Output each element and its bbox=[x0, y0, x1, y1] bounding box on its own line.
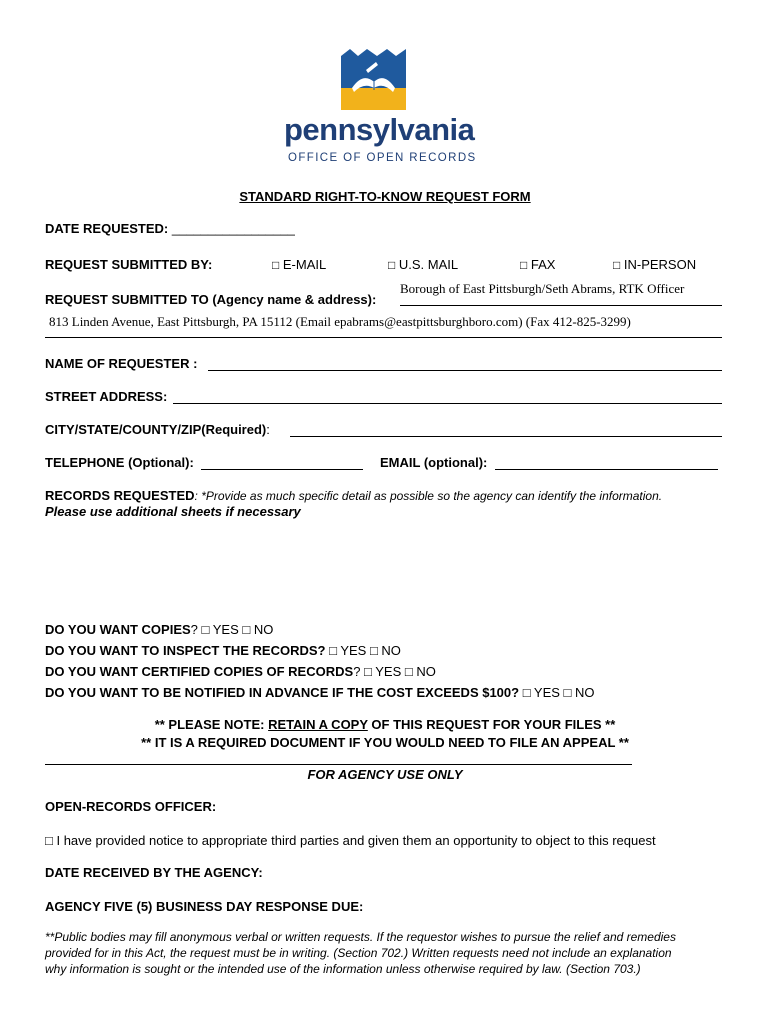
email-option-label: E-MAIL bbox=[282, 257, 327, 272]
note-line-2: ** IT IS A REQUIRED DOCUMENT IF YOU WOULD NEED TO FILE AN APPEAL ** bbox=[141, 735, 629, 750]
telephone-field[interactable] bbox=[201, 469, 363, 470]
question-copies-label: DO YOU WANT COPIES bbox=[45, 622, 191, 637]
agency-divider bbox=[45, 764, 632, 765]
response-due-label: AGENCY FIVE (5) BUSINESS DAY RESPONSE DUE: bbox=[45, 899, 364, 914]
city-row bbox=[45, 422, 270, 437]
note-underlined: RETAIN A COPY bbox=[268, 717, 368, 732]
us-mail-checkbox[interactable]: □ bbox=[388, 258, 396, 272]
agency-address-line bbox=[45, 337, 722, 338]
email-checkbox[interactable]: □ bbox=[272, 258, 280, 272]
records-text-area[interactable] bbox=[45, 522, 722, 614]
street-address-field[interactable] bbox=[173, 403, 722, 404]
records-requested-row bbox=[45, 488, 662, 503]
question-copies-options[interactable]: ? □ YES □ NO bbox=[190, 622, 274, 637]
note-prefix: ** PLEASE NOTE: bbox=[154, 717, 269, 732]
telephone-label: TELEPHONE (Optional): bbox=[45, 455, 194, 470]
date-received-label: DATE RECEIVED BY THE AGENCY: bbox=[45, 865, 263, 880]
question-notify-options[interactable]: □ YES □ NO bbox=[519, 685, 595, 700]
agency-name-value[interactable]: Borough of East Pittsburgh/Seth Abrams, RTK Officer bbox=[400, 281, 685, 296]
email-label: EMAIL (optional): bbox=[380, 455, 488, 470]
question-inspect[interactable] bbox=[45, 643, 401, 658]
note-suffix: OF THIS REQUEST FOR YOUR FILES ** bbox=[367, 717, 616, 732]
question-notify-label: DO YOU WANT TO BE NOTIFIED IN ADVANCE IF THE COST EXCEEDS $100? bbox=[45, 685, 520, 700]
records-extra-note: Please use additional sheets if necessary bbox=[45, 504, 301, 519]
requester-name-field[interactable] bbox=[208, 370, 722, 371]
agency-use-heading: FOR AGENCY USE ONLY bbox=[307, 767, 463, 782]
records-requested-hint: : *Provide as much specific detail as possible so the agency can identify the information. bbox=[194, 489, 663, 503]
question-inspect-options[interactable]: □ YES □ NO bbox=[325, 643, 401, 658]
us-mail-option-label: U.S. MAIL bbox=[398, 257, 459, 272]
form-title: STANDARD RIGHT-TO-KNOW REQUEST FORM bbox=[239, 189, 531, 204]
submitted-to-label: REQUEST SUBMITTED TO (Agency name & address): bbox=[45, 292, 377, 307]
footnote-line-1: **Public bodies may fill anonymous verbal or written requests. If the requestor wishes to pursue the relief and remedies bbox=[45, 930, 676, 944]
city-colon: : bbox=[266, 422, 270, 437]
street-address-label: STREET ADDRESS: bbox=[45, 389, 168, 404]
date-requested-field[interactable]: _________________ bbox=[171, 221, 295, 236]
logo-subtitle: OFFICE OF OPEN RECORDS bbox=[288, 152, 477, 164]
question-certified-label: DO YOU WANT CERTIFIED COPIES OF RECORDS bbox=[45, 664, 354, 679]
option-fax[interactable] bbox=[520, 257, 555, 272]
in-person-checkbox[interactable]: □ bbox=[613, 258, 621, 272]
date-requested-row bbox=[45, 221, 295, 236]
open-records-officer-label: OPEN-RECORDS OFFICER: bbox=[45, 799, 217, 814]
footnote-line-3: why information is sought or the intended use of the information unless otherwise required by law. (Section 703.) bbox=[45, 962, 641, 976]
records-requested-label: RECORDS REQUESTED bbox=[45, 488, 195, 503]
option-in-person[interactable] bbox=[613, 257, 696, 272]
keystone-icon bbox=[280, 48, 480, 118]
email-field[interactable] bbox=[495, 469, 718, 470]
option-us-mail[interactable] bbox=[388, 257, 458, 272]
city-label: CITY/STATE/COUNTY/ZIP(Required) bbox=[45, 422, 267, 437]
question-inspect-label: DO YOU WANT TO INSPECT THE RECORDS? bbox=[45, 643, 326, 658]
requester-name-label: NAME OF REQUESTER : bbox=[45, 356, 198, 371]
question-notify[interactable] bbox=[45, 685, 595, 700]
fax-option-label: FAX bbox=[530, 257, 556, 272]
option-email[interactable] bbox=[272, 257, 326, 272]
footnote-line-2: provided for in this Act, the request must be in writing. (Section 702.) Written requests need not include an explanation bbox=[45, 946, 672, 960]
agency-name-line bbox=[400, 305, 722, 306]
date-requested-label: DATE REQUESTED: bbox=[45, 221, 172, 236]
submitted-by-label: REQUEST SUBMITTED BY: bbox=[45, 257, 213, 272]
note-line-1 bbox=[0, 717, 770, 732]
city-field[interactable] bbox=[290, 436, 722, 437]
question-certified-options[interactable]: ? □ YES □ NO bbox=[353, 664, 436, 679]
logo-wordmark: pennsylvania bbox=[284, 112, 475, 147]
question-certified[interactable] bbox=[45, 664, 436, 679]
fax-checkbox[interactable]: □ bbox=[520, 258, 528, 272]
logo bbox=[280, 48, 480, 168]
in-person-option-label: IN-PERSON bbox=[623, 257, 697, 272]
agency-address-value[interactable]: 813 Linden Avenue, East Pittsburgh, PA 15112 (Email epabrams@eastpittsburghboro.com) (Fax 412-825-3299) bbox=[49, 314, 631, 329]
question-copies[interactable] bbox=[45, 622, 273, 637]
third-party-notice-checkbox[interactable]: □ I have provided notice to appropriate third parties and given them an opportunity to object to this request bbox=[45, 833, 656, 848]
